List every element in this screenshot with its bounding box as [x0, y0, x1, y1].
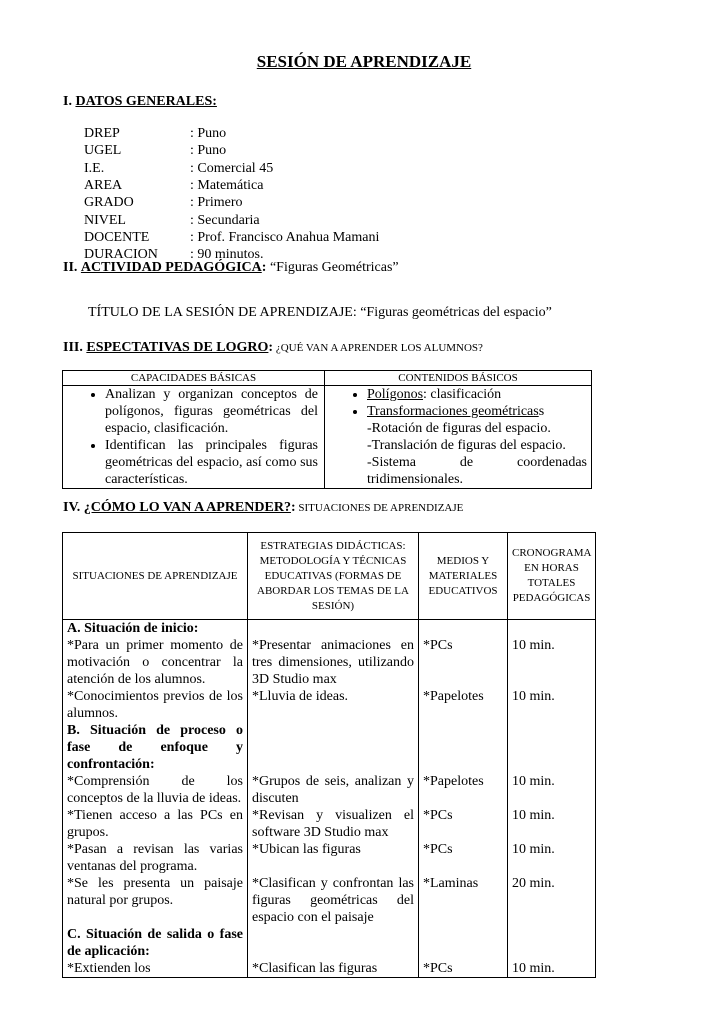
cell-situation: C. Situación de salida o fase de aplicación: [63, 926, 248, 960]
table-row [63, 637, 596, 688]
contents-list [329, 386, 587, 488]
section-4-heading: IV. ¿CÓMO LO VAN A APRENDER?: SITUACIONES DE APRENDIZAJE [63, 500, 464, 515]
cell-media [419, 620, 508, 638]
cell-strategy: *Clasifican las figuras [248, 960, 419, 978]
cell-media: *PCs [419, 841, 508, 875]
general-data-value: : Prof. Francisco Anahua Mamani [190, 229, 380, 245]
cell-strategy [248, 620, 419, 638]
header-media: MEDIOS Y MATERIALES EDUCATIVOS [419, 533, 508, 620]
cell-time: 10 min. [508, 637, 596, 688]
cell-strategy: *Clasifican y confrontan las figuras geométricas del espacio con el paisaje [248, 875, 419, 926]
learning-situations-table [62, 532, 596, 978]
general-data-value: : 90 minutos. [190, 247, 264, 263]
capacities-header: CAPACIDADES BÁSICAS [63, 371, 325, 386]
header-strategies: ESTRATEGIAS DIDÁCTICAS: METODOLOGÍA Y TÉCNICAS EDUCATIVAS (FORMAS DE ABORDAR LOS TEMAS DE LA SESIÓN) [248, 533, 419, 620]
cell-situation: A. Situación de inicio: [63, 620, 248, 638]
general-data-value: : Secundaria [190, 212, 260, 228]
cell-strategy [248, 722, 419, 773]
cell-time: 10 min. [508, 841, 596, 875]
general-data-label: UGEL [84, 143, 122, 159]
general-data-value: : Comercial 45 [190, 160, 274, 176]
cell-strategy: *Grupos de seis, analizan y discuten [248, 773, 419, 807]
general-data-label: DREP [84, 126, 120, 141]
cell-media: *PCs [419, 807, 508, 841]
table-row [63, 960, 596, 978]
table-row [63, 807, 596, 841]
header-schedule: CRONOGRAMA EN HORAS TOTALES PEDAGÓGICAS [508, 533, 596, 620]
general-data-label: DOCENTE [84, 229, 150, 245]
table-row [63, 875, 596, 926]
cell-media [419, 722, 508, 773]
capacity-item: • Analizan y organizan conceptos de polígonos, figuras geométricas del espacio, clasificación. [105, 386, 318, 437]
table-row [63, 722, 596, 773]
expectations-table [62, 370, 592, 489]
cell-strategy [248, 926, 419, 960]
cell-situation: *Tienen acceso a las PCs en grupos. [63, 807, 248, 841]
cell-media [419, 926, 508, 960]
cell-time [508, 926, 596, 960]
session-title: TÍTULO DE LA SESIÓN DE APRENDIZAJE: “Figuras geométricas del espacio” [88, 305, 552, 320]
table-row [63, 926, 596, 960]
cell-situation: B. Situación de proceso o fase de enfoque y confrontación: [63, 722, 248, 773]
cell-time: 10 min. [508, 773, 596, 807]
cell-time [508, 722, 596, 773]
cell-strategy: *Lluvia de ideas. [248, 688, 419, 722]
section-1-heading: I. DATOS GENERALES: [63, 94, 217, 109]
cell-media: *Papelotes [419, 688, 508, 722]
cell-strategy: *Revisan y visualizen el software 3D Studio max [248, 807, 419, 841]
cell-situation: *Comprensión de los conceptos de la lluvia de ideas. [63, 773, 248, 807]
table-row [63, 841, 596, 875]
cell-time [508, 620, 596, 638]
document-title: SESIÓN DE APRENDIZAJE [256, 52, 472, 71]
table-row [63, 773, 596, 807]
general-data-label: NIVEL [84, 212, 126, 228]
content-item: • Transformaciones geométricass -Rotación de figuras del espacio. -Translación de figuras del espacio. -Sistema de coordenadas tridimensionales. [367, 403, 587, 488]
section-2-heading: II. ACTIVIDAD PEDAGÓGICA: “Figuras Geométricas” [63, 260, 399, 275]
cell-time: 20 min. [508, 875, 596, 926]
general-data-label: GRADO [84, 195, 134, 211]
general-data-label: I.E. [84, 160, 105, 176]
general-data-value: : Puno [190, 143, 227, 159]
cell-strategy: *Ubican las figuras [248, 841, 419, 875]
cell-strategy: *Presentar animaciones en tres dimensiones, utilizando 3D Studio max [248, 637, 419, 688]
table-row [63, 620, 596, 638]
cell-media: *Laminas [419, 875, 508, 926]
general-data-value: : Primero [190, 195, 243, 211]
cell-time: 10 min. [508, 688, 596, 722]
general-data-label: DURACION [84, 247, 158, 263]
cell-media: *PCs [419, 960, 508, 978]
table-row [63, 688, 596, 722]
cell-situation: *Para un primer momento de motivación o concentrar la atención de los alumnos. [63, 637, 248, 688]
cell-media: *PCs [419, 637, 508, 688]
cell-situation: *Extienden los [63, 960, 248, 978]
capacities-list [67, 386, 318, 488]
cell-situation: *Pasan a revisan las varias ventanas del programa. [63, 841, 248, 875]
section-3-heading: III. ESPECTATIVAS DE LOGRO: ¿QUÉ VAN A APRENDER LOS ALUMNOS? [63, 340, 483, 355]
cell-situation: *Se les presenta un paisaje natural por grupos. [63, 875, 248, 926]
content-item: • Polígonos: clasificación [367, 386, 587, 403]
general-data-value: : Puno [190, 126, 227, 141]
cell-situation: *Conocimientos previos de los alumnos. [63, 688, 248, 722]
cell-time: 10 min. [508, 960, 596, 978]
cell-time: 10 min. [508, 807, 596, 841]
header-situations: SITUACIONES DE APRENDIZAJE [63, 533, 248, 620]
general-data-label: AREA [84, 177, 123, 193]
contents-header: CONTENIDOS BÁSICOS [325, 371, 592, 386]
cell-media: *Papelotes [419, 773, 508, 807]
capacity-item: • Identifican las principales figuras geométricas del espacio, así como sus características. [105, 437, 318, 488]
general-data-value: : Matemática [190, 177, 264, 193]
